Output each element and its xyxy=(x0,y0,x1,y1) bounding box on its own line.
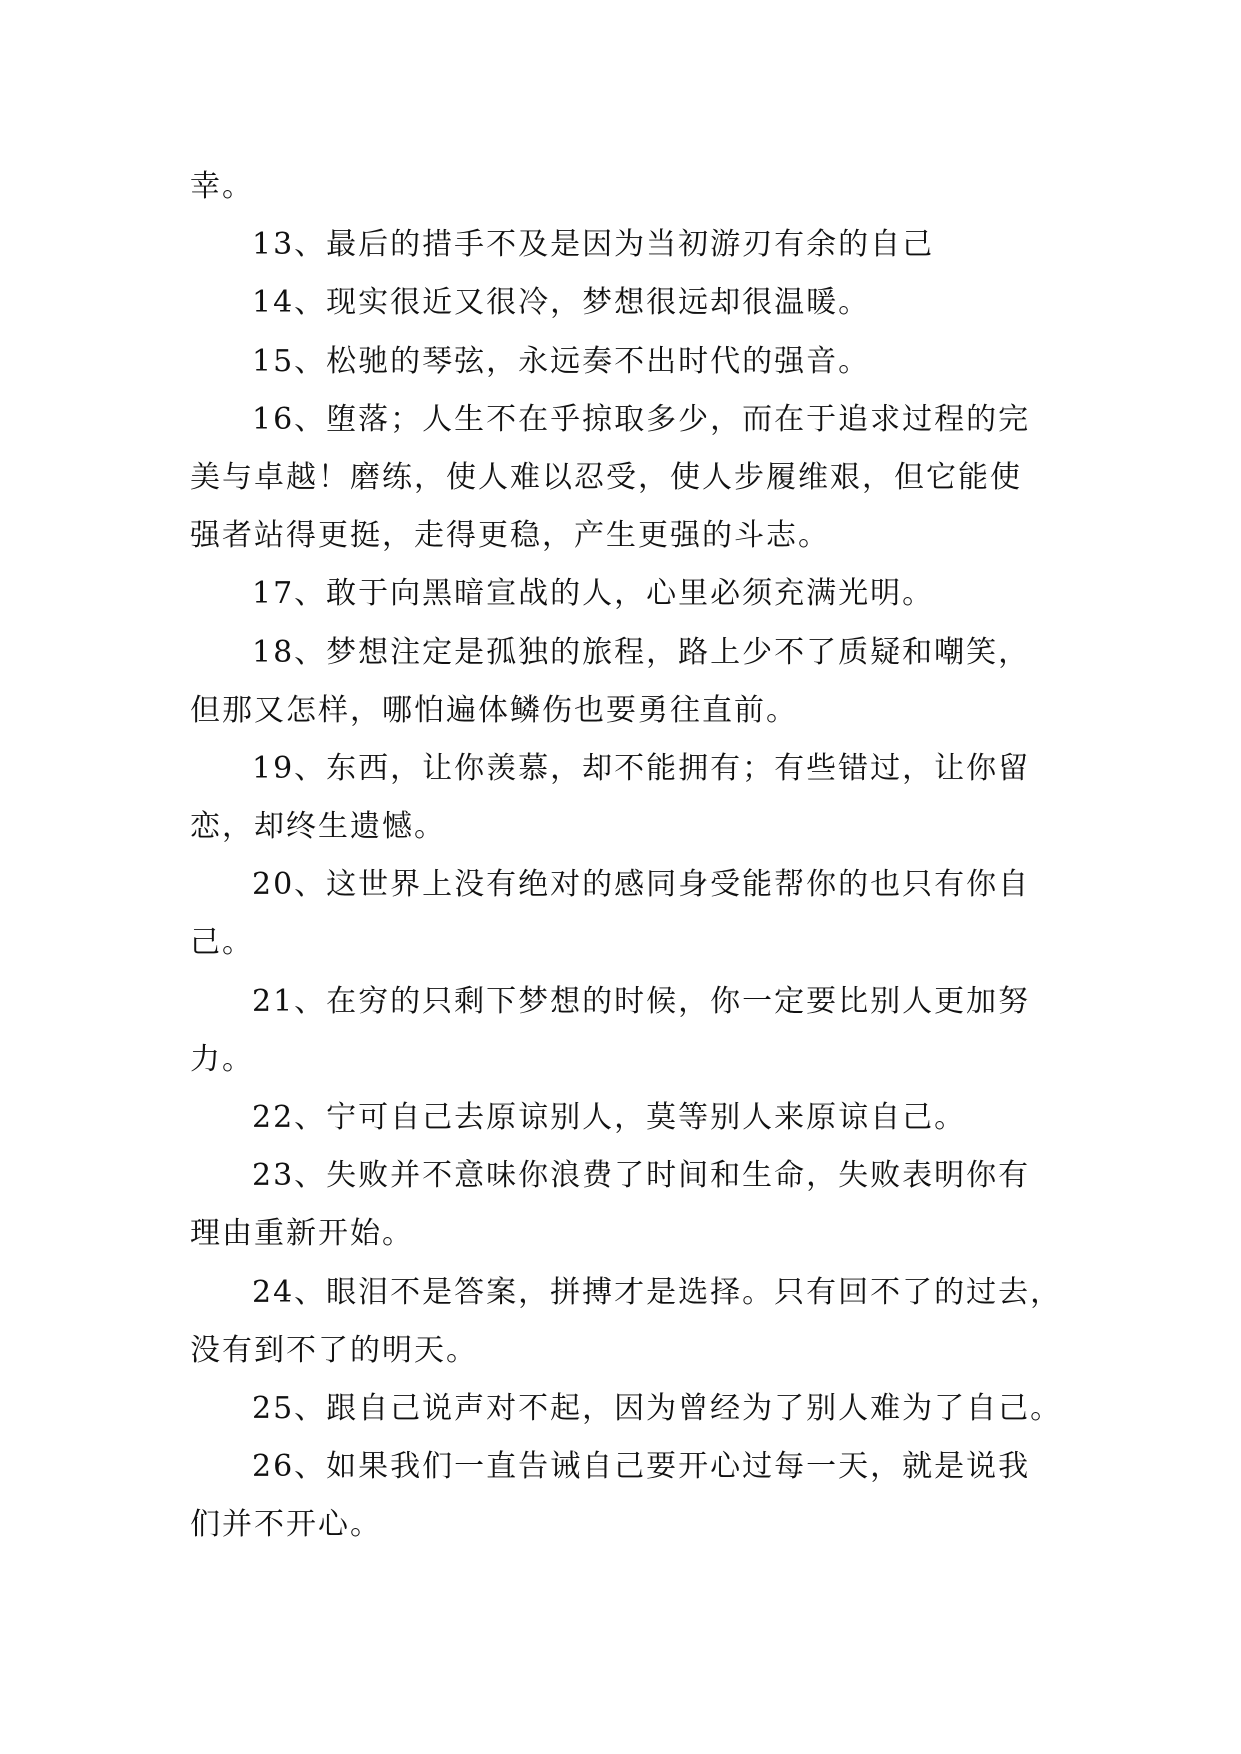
text-line: 15、松驰的琴弦，永远奏不出时代的强音。 xyxy=(252,343,871,379)
text-line: 16、堕落；人生不在乎掠取多少，而在于追求过程的完 xyxy=(252,401,1031,437)
document-body xyxy=(190,158,1070,1555)
text-line: 们并不开心。 xyxy=(190,1507,382,1543)
text-line: 18、梦想注定是孤独的旅程，路上少不了质疑和嘲笑， xyxy=(252,634,1031,670)
text-line: 恋，却终生遗憾。 xyxy=(190,809,446,845)
text-line: 26、如果我们一直告诫自己要开心过每一天，就是说我 xyxy=(252,1449,1031,1485)
text-line: 19、东西，让你羡慕，却不能拥有；有些错过，让你留 xyxy=(252,750,1031,786)
text-line: 美与卓越！磨练，使人难以忍受，使人步履维艰，但它能使 xyxy=(190,459,1022,495)
text-line: 强者站得更挺，走得更稳，产生更强的斗志。 xyxy=(190,518,830,554)
text-line: 己。 xyxy=(190,925,254,961)
text-line: 没有到不了的明天。 xyxy=(190,1332,478,1368)
text-line: 17、敢于向黑暗宣战的人，心里必须充满光明。 xyxy=(252,576,935,612)
text-line: 但那又怎样，哪怕遍体鳞伤也要勇往直前。 xyxy=(190,692,798,728)
text-line: 幸。 xyxy=(190,169,254,204)
text-line: 23、失败并不意味你浪费了时间和生命，失败表明你有 xyxy=(252,1158,1031,1194)
text-line: 理由重新开始。 xyxy=(190,1216,414,1252)
text-line: 14、现实很近又很冷，梦想很远却很温暖。 xyxy=(252,285,871,321)
text-line: 20、这世界上没有绝对的感同身受能帮你的也只有你自 xyxy=(252,867,1031,903)
text-line: 24、眼泪不是答案，拼搏才是选择。只有回不了的过去， xyxy=(252,1274,1063,1310)
text-line: 25、跟自己说声对不起，因为曾经为了别人难为了自己。 xyxy=(252,1390,1063,1426)
text-line: 22、宁可自己去原谅别人，莫等别人来原谅自己。 xyxy=(252,1100,967,1135)
text-line: 力。 xyxy=(190,1041,254,1077)
text-line: 21、在穷的只剩下梦想的时候，你一定要比别人更加努 xyxy=(252,983,1031,1019)
text-line: 13、最后的措手不及是因为当初游刃有余的自己 xyxy=(252,227,935,263)
